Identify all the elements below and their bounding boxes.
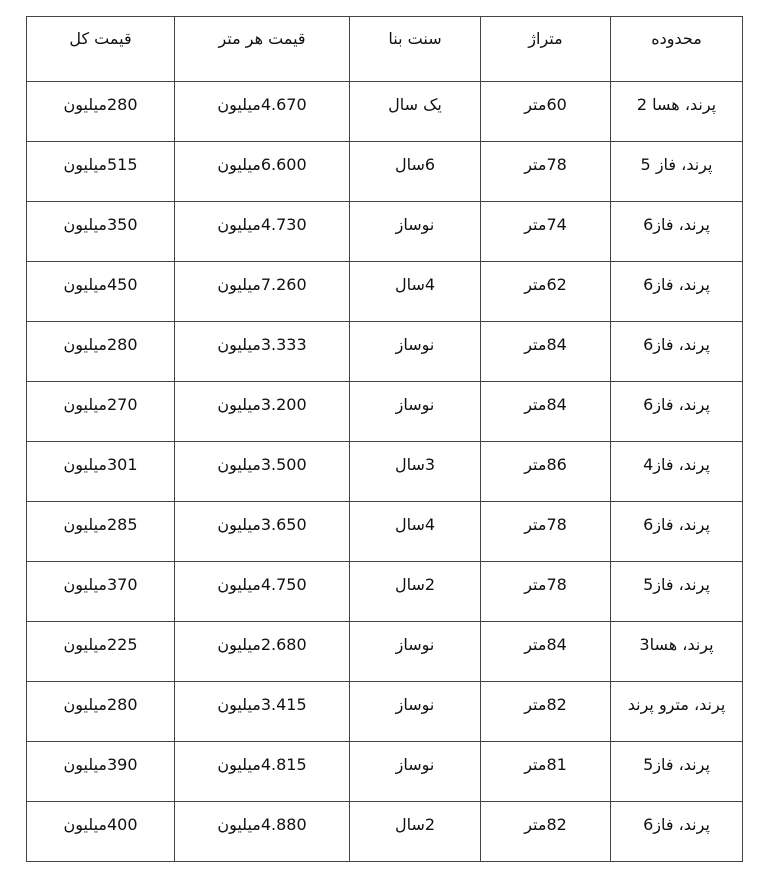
cell-total-price-text: 350میلیون [63, 215, 138, 234]
cell-district [611, 322, 743, 382]
cell-area-text: 84متر [524, 395, 567, 414]
cell-building-age-text: نوساز [395, 395, 435, 414]
cell-total-price [27, 682, 175, 742]
table-header-row [27, 17, 743, 82]
cell-district [611, 622, 743, 682]
cell-price-per-meter-text: 6.600میلیون [217, 155, 307, 174]
cell-building-age-text: 4سال [394, 515, 436, 534]
cell-total-price [27, 82, 175, 142]
cell-building-age-text: نوساز [395, 755, 435, 774]
cell-building-age-text: نوساز [395, 215, 435, 234]
cell-price-per-meter-text: 3.333میلیون [217, 335, 307, 354]
cell-district-text: پرند، هسا 2 [636, 95, 717, 114]
cell-district-text: پرند، فاز 5 [640, 155, 713, 174]
cell-building-age [350, 742, 481, 802]
cell-area-text: 74متر [524, 215, 567, 234]
table-row [27, 442, 743, 502]
cell-price-per-meter [175, 502, 350, 562]
cell-building-age-text: نوساز [395, 635, 435, 654]
cell-area-text: 82متر [524, 815, 567, 834]
header-price-per-meter [175, 17, 350, 82]
cell-area-text: 82متر [524, 695, 567, 714]
table-row [27, 742, 743, 802]
cell-building-age [350, 562, 481, 622]
cell-price-per-meter-text: 4.730میلیون [217, 215, 307, 234]
cell-district [611, 82, 743, 142]
table-row [27, 322, 743, 382]
cell-building-age-text: 4سال [394, 275, 436, 294]
cell-building-age [350, 202, 481, 262]
cell-building-age-text: 6سال [394, 155, 436, 174]
cell-total-price-text: 280میلیون [63, 335, 138, 354]
cell-area [481, 562, 611, 622]
cell-price-per-meter-text: 3.650میلیون [217, 515, 307, 534]
cell-total-price-text: 270میلیون [63, 395, 138, 414]
header-building-age [350, 17, 481, 82]
table-row [27, 502, 743, 562]
cell-area-text: 78متر [524, 515, 567, 534]
cell-total-price-text: 280میلیون [63, 695, 138, 714]
cell-total-price-text: 400میلیون [63, 815, 138, 834]
table-row [27, 262, 743, 322]
cell-area-text: 60متر [524, 95, 567, 114]
cell-district [611, 262, 743, 322]
table-row [27, 382, 743, 442]
cell-building-age [350, 442, 481, 502]
cell-district [611, 142, 743, 202]
cell-building-age [350, 382, 481, 442]
cell-total-price [27, 262, 175, 322]
cell-price-per-meter [175, 802, 350, 862]
cell-building-age [350, 502, 481, 562]
cell-price-per-meter-text: 4.815میلیون [217, 755, 307, 774]
cell-building-age [350, 262, 481, 322]
cell-area-text: 78متر [524, 575, 567, 594]
cell-price-per-meter-text: 4.750میلیون [217, 575, 307, 594]
cell-total-price-text: 370میلیون [63, 575, 138, 594]
header-building-age-label: سنت بنا [388, 29, 442, 48]
cell-price-per-meter-text: 3.200میلیون [217, 395, 307, 414]
cell-price-per-meter [175, 142, 350, 202]
cell-total-price-text: 390میلیون [63, 755, 138, 774]
cell-total-price-text: 515میلیون [63, 155, 138, 174]
cell-total-price-text: 450میلیون [63, 275, 138, 294]
cell-price-per-meter [175, 742, 350, 802]
cell-building-age [350, 802, 481, 862]
cell-district [611, 682, 743, 742]
cell-area [481, 262, 611, 322]
cell-district [611, 802, 743, 862]
cell-area-text: 81متر [524, 755, 567, 774]
cell-area [481, 682, 611, 742]
cell-district-text: پرند، فاز4 [643, 455, 710, 474]
cell-district-text: پرند، فاز6 [643, 395, 710, 414]
cell-building-age-text: نوساز [395, 695, 435, 714]
cell-district [611, 382, 743, 442]
cell-total-price [27, 622, 175, 682]
cell-price-per-meter-text: 3.500میلیون [217, 455, 307, 474]
cell-price-per-meter [175, 622, 350, 682]
header-district [611, 17, 743, 82]
table-row [27, 142, 743, 202]
cell-price-per-meter-text: 7.260میلیون [217, 275, 307, 294]
cell-total-price-text: 285میلیون [63, 515, 138, 534]
cell-total-price [27, 742, 175, 802]
cell-price-per-meter [175, 322, 350, 382]
cell-area [481, 442, 611, 502]
cell-total-price [27, 142, 175, 202]
table-row [27, 202, 743, 262]
cell-total-price-text: 301میلیون [63, 455, 138, 474]
cell-price-per-meter [175, 382, 350, 442]
cell-district-text: پرند، فاز6 [643, 515, 710, 534]
table-row [27, 802, 743, 862]
cell-area-text: 62متر [524, 275, 567, 294]
cell-district [611, 742, 743, 802]
cell-area [481, 382, 611, 442]
table-row [27, 682, 743, 742]
cell-area [481, 802, 611, 862]
cell-price-per-meter-text: 4.880میلیون [217, 815, 307, 834]
cell-price-per-meter [175, 262, 350, 322]
cell-total-price [27, 382, 175, 442]
cell-total-price [27, 442, 175, 502]
cell-building-age-text: 2سال [394, 815, 436, 834]
cell-total-price [27, 802, 175, 862]
property-price-table [26, 16, 743, 862]
table-row [27, 82, 743, 142]
cell-building-age-text: 3سال [394, 455, 436, 474]
cell-district [611, 562, 743, 622]
cell-total-price [27, 202, 175, 262]
cell-price-per-meter [175, 562, 350, 622]
cell-building-age-text: یک سال [388, 95, 442, 114]
cell-district-text: پرند، فاز5 [643, 755, 710, 774]
cell-area [481, 322, 611, 382]
cell-district [611, 202, 743, 262]
cell-district-text: پرند، فاز6 [643, 335, 710, 354]
cell-district-text: پرند، فاز6 [643, 275, 710, 294]
cell-area-text: 78متر [524, 155, 567, 174]
cell-area [481, 82, 611, 142]
header-area-label: متراژ [528, 29, 563, 48]
table-row [27, 622, 743, 682]
cell-price-per-meter [175, 442, 350, 502]
cell-building-age [350, 682, 481, 742]
header-total-price [27, 17, 175, 82]
cell-district-text: پرند، فاز6 [643, 215, 710, 234]
cell-price-per-meter [175, 82, 350, 142]
cell-total-price-text: 280میلیون [63, 95, 138, 114]
cell-district-text: پرند، فاز6 [643, 815, 710, 834]
cell-building-age-text: نوساز [395, 335, 435, 354]
header-area [481, 17, 611, 82]
cell-area [481, 202, 611, 262]
cell-area [481, 742, 611, 802]
table-row [27, 562, 743, 622]
cell-area-text: 84متر [524, 335, 567, 354]
cell-district [611, 442, 743, 502]
cell-building-age [350, 622, 481, 682]
cell-building-age-text: 2سال [394, 575, 436, 594]
cell-price-per-meter-text: 3.415میلیون [217, 695, 307, 714]
cell-price-per-meter-text: 2.680میلیون [217, 635, 307, 654]
header-total-price-label: قیمت کل [69, 29, 132, 48]
cell-total-price [27, 562, 175, 622]
cell-building-age [350, 322, 481, 382]
cell-area-text: 86متر [524, 455, 567, 474]
cell-total-price [27, 502, 175, 562]
cell-area [481, 502, 611, 562]
table-body [27, 82, 743, 862]
cell-district-text: پرند، هسا3 [639, 635, 714, 654]
cell-district-text: پرند، فاز5 [643, 575, 710, 594]
cell-total-price-text: 225میلیون [63, 635, 138, 654]
cell-total-price [27, 322, 175, 382]
cell-district-text: پرند، مترو پرند [627, 695, 726, 714]
cell-price-per-meter-text: 4.670میلیون [217, 95, 307, 114]
cell-building-age [350, 82, 481, 142]
cell-area-text: 84متر [524, 635, 567, 654]
header-district-label: محدوده [651, 29, 702, 48]
property-price-table-container [26, 16, 742, 862]
cell-area [481, 622, 611, 682]
cell-district [611, 502, 743, 562]
cell-price-per-meter [175, 682, 350, 742]
header-price-per-meter-label: قیمت هر متر [218, 29, 306, 48]
cell-building-age [350, 142, 481, 202]
cell-area [481, 142, 611, 202]
cell-price-per-meter [175, 202, 350, 262]
